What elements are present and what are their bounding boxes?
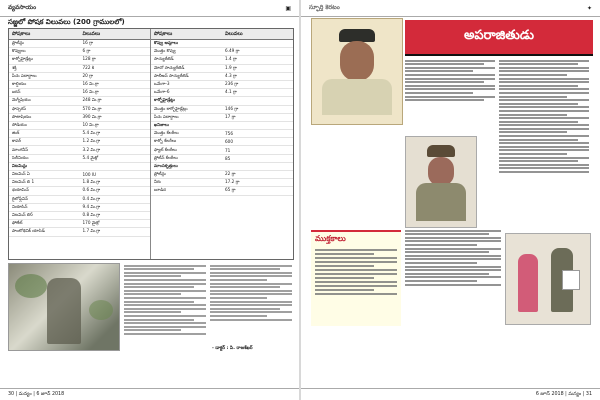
left-text-column-1 [124, 263, 206, 355]
cadet-face [428, 157, 454, 186]
left-footer [0, 388, 299, 400]
right-footer [301, 388, 600, 400]
cadet-cap [427, 145, 455, 157]
table-head-2-b: విలువలు [225, 30, 243, 37]
table-head-2 [151, 29, 293, 40]
left-footer-text: 30 | మన్యం | 6 జూన్ 2018 [8, 391, 65, 397]
nutrient-name: పీచు పదార్థాలు [12, 72, 37, 78]
nutrient-value: 3.2 మి.గ్రా [82, 146, 101, 152]
nutrient-value: 20 గ్రా [82, 72, 94, 78]
article-byline: - డాక్టర్ : పి. రాజశేఖర్ [212, 346, 253, 351]
nutrient-name: సాచ్యురేటెడ్ [154, 56, 174, 62]
nutrient-name: ఫ్యాట్ కేలరీలు [154, 146, 177, 152]
table-row [151, 48, 293, 56]
nutrient-value: 65 గ్రా [225, 187, 236, 193]
table-head-2-a: పోషకాలు [154, 30, 173, 37]
table-row [9, 122, 150, 130]
nutrient-name: కొవ్వులు [12, 48, 26, 54]
nutrient-name: ఒమేగా-3 [154, 81, 170, 87]
nutrient-value: 71 [225, 147, 231, 153]
nutrient-value: 5.4 మైక్రో [82, 154, 99, 160]
nutrient-value: 756 [225, 131, 233, 137]
table-row [151, 122, 293, 130]
nutrient-name: ఫాస్పరస్ [12, 105, 27, 111]
table-head-1-b: విలువలు [82, 30, 101, 37]
cadet-portrait [405, 136, 477, 228]
nutrient-value: 722 కి [82, 64, 95, 70]
left-header-icon: ▣ [285, 4, 291, 12]
table-row [151, 187, 293, 195]
nutrient-value: 570 మి.గ్రా [82, 105, 102, 111]
table-row [9, 81, 150, 89]
left-header [0, 0, 299, 17]
right-header-icon: ✦ [586, 4, 592, 12]
nutrient-value: 10 మి.గ్రా [82, 121, 99, 127]
nutrient-value: 0.4 మి.గ్రా [82, 195, 101, 201]
table-row [9, 179, 150, 187]
nutrient-value: 1.2 మి.గ్రా [82, 138, 101, 144]
soldier-portrait [311, 18, 403, 125]
nutrient-name: నియాసిన్ [12, 203, 28, 209]
table-row [9, 204, 150, 212]
table-row [151, 106, 293, 114]
table-row [151, 65, 293, 73]
nutrient-value: 146 గ్రా [225, 105, 239, 111]
nutrient-value: 6.49 గ్రా [225, 48, 240, 54]
nutrient-name: సెలీనియం [12, 154, 29, 160]
nutrient-value: 1.8 మి.గ్రా [82, 179, 101, 185]
table-row [151, 146, 293, 154]
nutrient-name: విటమిన్లు [12, 162, 28, 168]
nutrient-name: ఒమేగా-6 [154, 89, 170, 95]
nutrient-name: మోనో సాచ్యురేటెడ్ [154, 64, 185, 70]
left-section-name: వ్యవసాయం [8, 4, 37, 11]
nutrient-value: 9.4 మి.గ్రా [82, 203, 101, 209]
table-row [151, 89, 293, 97]
table-row [9, 187, 150, 195]
nutrient-value: 248 మి.గ్రా [82, 97, 102, 103]
article-title: అపరాజితుడు [405, 20, 593, 56]
nutrient-value: 390 మి.గ్రా [82, 113, 102, 119]
table-row [151, 155, 293, 163]
nutrient-name: మెగ్నీషియం [12, 97, 31, 103]
nutrient-value: 4.3 గ్రా [225, 72, 237, 78]
nutrient-value: 6 గ్రా [82, 48, 91, 54]
nutrient-value: 17.2 గ్రా [225, 179, 240, 185]
nutrient-name: మొత్తం కార్బోహైడ్రేట్లు [154, 105, 188, 111]
millet-leaf-shape [15, 274, 47, 298]
family-photo [505, 233, 591, 325]
table-row [9, 220, 150, 228]
table-row [151, 179, 293, 187]
table-row [9, 163, 150, 171]
nutrient-value: 128 గ్రా [82, 56, 96, 62]
nutrient-name: విటమిన్ ఏ [12, 171, 30, 177]
nutrient-value: 1.9 గ్రా [225, 64, 237, 70]
quote-box [311, 230, 401, 326]
nutrient-name: థయామిన్ [12, 187, 29, 193]
table-title: సజ్జలో పోషక విలువలు (200 గ్రాములలో) [8, 18, 125, 26]
nutrient-name: రైబోఫ్లేవిన్ [12, 195, 28, 201]
soldier-face [340, 41, 374, 81]
right-text-column-2 [499, 58, 589, 228]
nutrient-value: 0.6 మి.గ్రా [82, 187, 101, 193]
table-row [9, 114, 150, 122]
nutrient-name: ఖనిజాలు [154, 121, 169, 127]
nutrient-name: కొవ్వు ఆమ్లాలు [154, 40, 179, 46]
table-row [151, 130, 293, 138]
nutrient-name: నీరు [154, 179, 161, 185]
table-row [9, 89, 150, 97]
table-row [9, 73, 150, 81]
farmer-silhouette [47, 278, 81, 344]
right-header [301, 0, 600, 17]
left-page [0, 0, 299, 400]
nutrient-name: బూడిద [154, 187, 166, 193]
nutrient-name: విటమిన్ బి6 [12, 212, 33, 218]
nutrient-value: 85 [225, 155, 231, 161]
right-footer-text: 6 జూన్ 2018 | మన్యం | 31 [535, 391, 592, 397]
table-row [9, 48, 150, 56]
nutrient-value: 16 గ్రా [82, 40, 94, 46]
nutrient-value: 22 గ్రా [225, 171, 236, 177]
nutrient-name: ఫోలేట్ [12, 220, 23, 226]
nutrient-name: మాంగనీస్ [12, 146, 29, 152]
nutrient-name: మొత్తం కొవ్వు [154, 48, 176, 54]
nutrient-name: పీచు పదార్థాలు [154, 113, 179, 119]
quote-title: ముక్తకాలు [315, 234, 346, 243]
nutrient-value: 5.4 మి.గ్రా [82, 130, 101, 136]
nutrient-value: 17 గ్రా [225, 113, 236, 119]
table-head-1-a: పోషకాలు [12, 30, 31, 37]
millet-leaf-shape-2 [89, 300, 113, 320]
nutrient-name: ప్రోటీన్ కేలరీలు [154, 154, 178, 160]
nutrient-name: కార్బో కేలరీలు [154, 138, 177, 144]
table-row [9, 97, 150, 105]
table-row [9, 130, 150, 138]
nutrient-value: 236 గ్రా [225, 81, 239, 87]
nutrient-value: 4.1 గ్రా [225, 89, 237, 95]
nutrient-value: 16 మి.గ్రా [82, 81, 99, 87]
table-row [151, 114, 293, 122]
nutrient-name: పాలీఅన్ సాచ్యురేటెడ్ [154, 72, 189, 78]
cadet-uniform [416, 183, 466, 221]
table-col-1 [9, 29, 151, 259]
nutrient-value: 600 [225, 139, 233, 145]
table-row [151, 81, 293, 89]
nutrient-value: 170 మైక్రో [82, 220, 100, 226]
nutrient-name: కార్బోహైడ్రేట్లు [154, 97, 175, 103]
woman-silhouette [518, 254, 538, 312]
nutrient-name: మొత్తం కేలరీలు [154, 130, 179, 136]
table-row [151, 40, 293, 48]
nutrient-name: విటమిన్ బి 1 [12, 179, 35, 185]
table-row [9, 171, 150, 179]
table-col-2 [151, 29, 293, 259]
nutrient-name: ప్రోటీన్లు [154, 171, 166, 177]
framed-photo [562, 270, 580, 290]
right-text-column-3 [405, 228, 501, 323]
nutrient-name: శక్తి [12, 64, 17, 70]
right-text-column-1 [405, 58, 495, 133]
farmer-photo [8, 263, 120, 351]
table-row [151, 97, 293, 105]
table-row [9, 155, 150, 163]
table-row [151, 171, 293, 179]
nutrient-name: ఐరన్ [12, 89, 21, 95]
right-section-name: స్ఫూర్తి కెరటం [309, 4, 340, 11]
nutrient-name: పాంటోథెనిక్ యాసిడ్ [12, 228, 45, 234]
soldier-uniform [322, 79, 392, 115]
quote-lines [311, 249, 401, 295]
table-row [151, 56, 293, 64]
nutrient-name: పొటాషియం [12, 113, 32, 119]
table-row [151, 138, 293, 146]
table-row [9, 228, 150, 236]
table-row [9, 56, 150, 64]
left-text-column-2 [210, 263, 292, 355]
right-page [301, 0, 600, 400]
table-row [9, 40, 150, 48]
table-row [9, 212, 150, 220]
nutrient-name: కాల్షియం [12, 81, 27, 87]
nutrient-value: 0.8 మి.గ్రా [82, 212, 101, 218]
table-row [9, 196, 150, 204]
nutrient-value: 1.4 గ్రా [225, 56, 237, 62]
nutrient-value: 1.7 మి.గ్రా [82, 228, 101, 234]
nutrient-name: ప్రొటీన్లు [12, 40, 24, 46]
nutrient-name: సోడియం [12, 121, 27, 127]
nutrient-name: కాపర్ [12, 138, 21, 144]
table-row [9, 146, 150, 154]
table-row [151, 163, 293, 171]
table-head-1 [9, 29, 150, 40]
nutrient-value: 100 IU [82, 172, 97, 178]
nutrition-table [8, 28, 294, 260]
table-row [9, 65, 150, 73]
table-row [9, 106, 150, 114]
nutrient-name: జింక్ [12, 130, 20, 136]
nutrient-name: కార్బోహైడ్రేట్లు [12, 56, 33, 62]
table-row [9, 138, 150, 146]
nutrient-value: 16 మి.గ్రా [82, 89, 99, 95]
table-row [151, 73, 293, 81]
nutrient-name: మాంసకృత్తులు [154, 162, 178, 168]
